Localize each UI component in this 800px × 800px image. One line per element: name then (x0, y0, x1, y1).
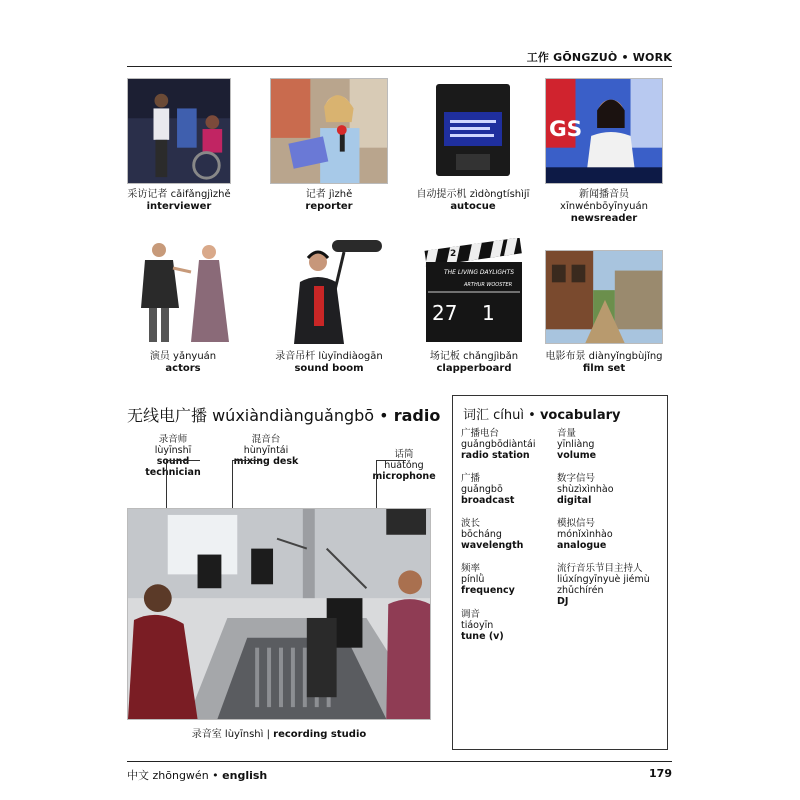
vocab-pinyin: guǎngbō (461, 484, 503, 495)
vocab-pinyin: guǎngbōdiàntái (461, 439, 536, 450)
page-number: 179 (649, 767, 672, 780)
microphone-zh: 话筒 (394, 449, 414, 460)
sound-technician-pinyin: lùyīnshī (154, 445, 192, 456)
radio-title-zh: 无线电广播 wúxiàndiànguǎngbō (127, 406, 375, 425)
interviewer-en: interviewer (146, 201, 212, 212)
vocab-item (557, 428, 596, 461)
recording-studio-en: recording studio (273, 729, 367, 740)
interviewer-photo (127, 78, 231, 184)
interviewer-zh: 采访记者 cǎifǎngjìzhě (127, 189, 231, 200)
vocab-pinyin: shùzìxìnhào (557, 484, 614, 495)
newsreader-caption (534, 189, 674, 225)
clapperboard-photo (424, 238, 524, 344)
sound-technician-en: sound technician (145, 456, 201, 478)
vocab-item (461, 609, 504, 642)
header-rule (127, 66, 672, 67)
autocue-caption (398, 189, 548, 213)
sound-technician-zh: 录音师 (158, 434, 188, 445)
reporter-photo (270, 78, 388, 184)
microphone-en: microphone (372, 471, 436, 482)
interviewer-caption (108, 189, 250, 213)
vocabulary-title (463, 404, 621, 423)
vocabulary-title-zh: 词汇 cíhuì (463, 408, 524, 423)
vocab-en: digital (557, 495, 592, 506)
actors-en: actors (165, 363, 201, 374)
vocab-item (461, 428, 535, 461)
vocab-zh: 流行音乐节目主持人 (557, 563, 643, 574)
sound-boom-photo (270, 238, 388, 344)
microphone-label (370, 449, 438, 482)
newsreader-screen-text: GS (548, 116, 583, 142)
vocab-item (461, 563, 515, 596)
footer-language (127, 767, 267, 783)
vocab-pinyin: pínlǜ (461, 574, 485, 585)
vocabulary-title-en: vocabulary (539, 408, 621, 423)
autocue-en: autocue (450, 201, 496, 212)
microphone-pinyin: huàtǒng (384, 460, 424, 471)
footer-language-en: english (222, 769, 268, 782)
microphone-leader-top (376, 460, 406, 461)
sound-technician-leader-top (166, 460, 200, 461)
vocab-item (461, 518, 523, 551)
sound-technician-label (130, 434, 216, 478)
film-set-en: film set (582, 363, 626, 374)
reporter-zh: 记者 jìzhě (305, 189, 353, 200)
vocab-en: broadcast (461, 495, 515, 506)
recording-studio-caption (127, 725, 431, 740)
actors-caption (113, 351, 253, 375)
clapper-take: 1 (482, 301, 495, 325)
vocab-pinyin: tiáoyīn (461, 620, 494, 631)
vocab-item (557, 518, 613, 551)
mixing-desk-label (226, 434, 306, 467)
film-set-zh: 电影布景 diànyǐngbùjǐng (545, 351, 663, 362)
vocab-zh: 波长 (461, 518, 481, 529)
newsreader-pinyin: xīnwénbōyīnyuán (560, 201, 648, 212)
vocab-pinyin: mónǐxìnhào (557, 529, 613, 540)
vocab-en: volume (557, 450, 597, 461)
mixing-desk-en: mixing desk (233, 456, 299, 467)
clapperboard-en: clapperboard (436, 363, 512, 374)
vocab-item (557, 563, 661, 607)
reporter-caption (258, 189, 400, 213)
vocab-en: DJ (557, 596, 569, 607)
sound-boom-en: sound boom (294, 363, 364, 374)
vocab-item (557, 473, 614, 506)
newsreader-photo (545, 78, 663, 184)
vocab-zh: 调音 (461, 609, 481, 620)
radio-section-title (127, 403, 440, 426)
newsreader-en: newsreader (570, 213, 638, 224)
vocab-zh: 模拟信号 (557, 518, 596, 529)
vocab-zh: 音量 (557, 428, 577, 439)
footer-rule (127, 761, 672, 762)
reporter-en: reporter (305, 201, 353, 212)
clapperboard-caption (400, 351, 548, 375)
clapper-scene: 27 (432, 301, 458, 325)
mixing-desk-zh: 混音台 (251, 434, 281, 445)
vocab-pinyin: bōcháng (461, 529, 502, 540)
vocab-en: frequency (461, 585, 515, 596)
actors-zh: 演员 yǎnyuán (149, 351, 217, 362)
sound-boom-zh: 录音吊杆 lùyīndiàogān (275, 351, 383, 362)
film-set-photo (545, 250, 663, 344)
vocab-item (461, 473, 514, 506)
clapper-title: THE LIVING DAYLIGHTS (444, 269, 515, 276)
newsreader-zh: 新闻播音员 (579, 189, 629, 200)
clapper-number: 2 (450, 249, 457, 259)
recording-studio-photo (127, 508, 431, 720)
vocab-en: tune (v) (461, 631, 504, 642)
vocab-zh: 频率 (461, 563, 481, 574)
vocab-zh: 数字信号 (557, 473, 596, 484)
film-set-caption (530, 351, 678, 375)
clapperboard-zh: 场记板 chǎngjìbǎn (429, 351, 519, 362)
vocab-pinyin: yīnliàng (557, 439, 595, 450)
vocab-pinyin: liúxíngyīnyuè jiémù zhǔchírén (557, 574, 650, 596)
actors-photo (127, 238, 239, 344)
vocabulary-bullet: • (528, 408, 536, 423)
recording-studio-zh: 录音室 lùyīnshì | (191, 729, 274, 740)
autocue-zh: 自动提示机 zìdòngtíshìjī (416, 189, 530, 200)
clapper-director: ARTHUR WOOSTER (464, 282, 513, 288)
footer-language-zh: 中文 zhōngwén • (127, 769, 223, 782)
vocab-en: analogue (557, 540, 607, 551)
page-header (0, 44, 800, 66)
autocue-photo (426, 78, 520, 184)
vocab-zh: 广播电台 (461, 428, 500, 439)
radio-title-en: radio (393, 406, 441, 425)
vocab-zh: 广播 (461, 473, 481, 484)
mixing-desk-pinyin: hùnyīntái (243, 445, 289, 456)
vocab-en: radio station (461, 450, 530, 461)
title-bullet: • (379, 406, 389, 425)
mixing-desk-leader-top (232, 460, 262, 461)
vocab-en: wavelength (461, 540, 524, 551)
sound-boom-caption (254, 351, 404, 375)
vocabulary-box (452, 395, 668, 750)
page-header-title: 工作 GŌNGZUÒ • WORK (526, 51, 672, 64)
